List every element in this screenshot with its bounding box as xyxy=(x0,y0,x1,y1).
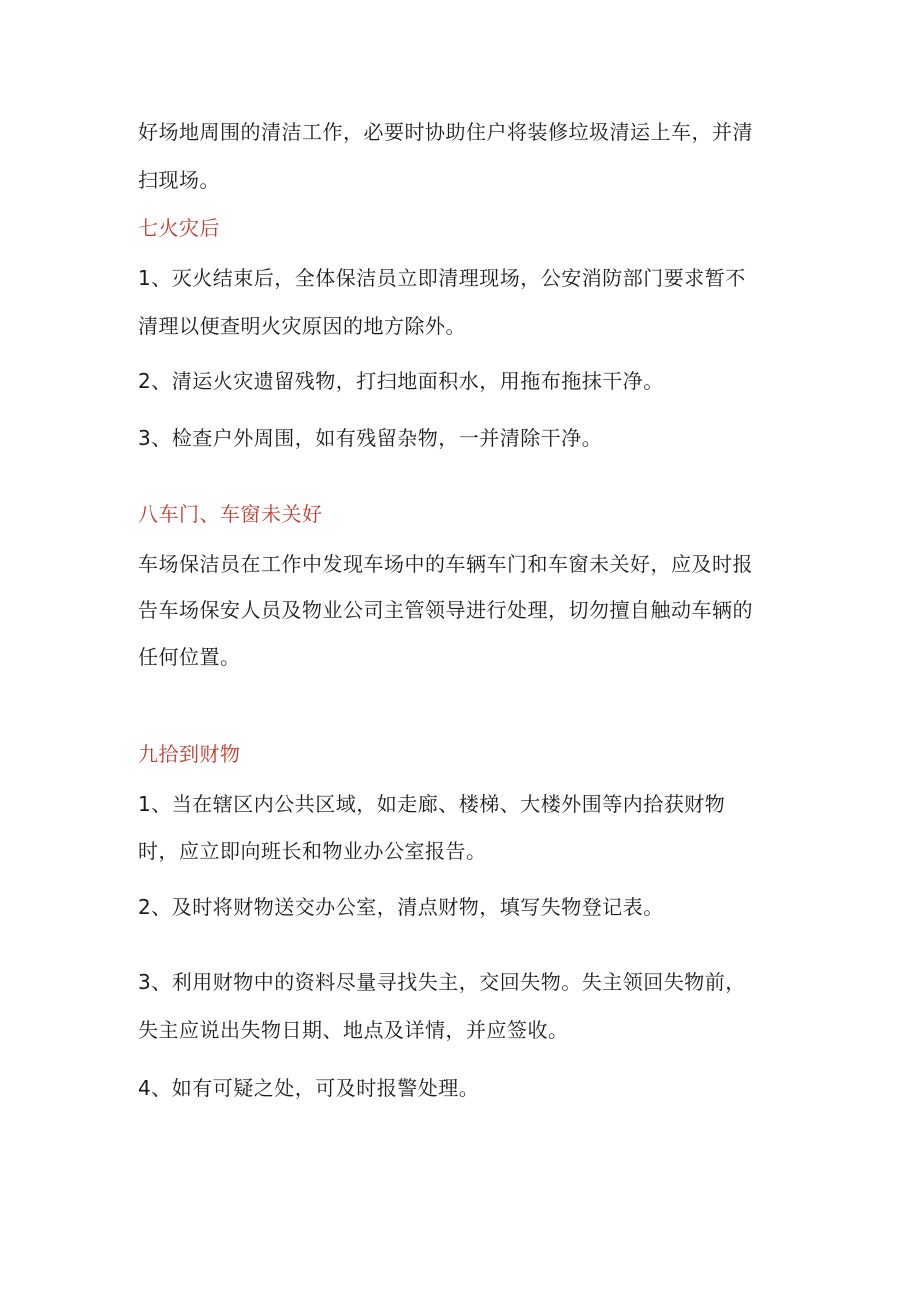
section-7-item-3: 3、检查户外周围，如有残留杂物，一并清除干净。 xyxy=(138,426,603,450)
section-9-item-4: 4、如有可疑之处，可及时报警处理。 xyxy=(138,1076,480,1100)
section-8-paragraph-line-2: 告车场保安人员及物业公司主管领导进行处理，切勿擅自触动车辆的 xyxy=(138,598,753,622)
continuation-line-1: 好场地周围的清洁工作，必要时协助住户将装修垃圾清运上车，并清 xyxy=(138,120,753,144)
section-8-paragraph-line-1: 车场保洁员在工作中发现车场中的车辆车门和车窗未关好，应及时报 xyxy=(138,552,753,576)
section-8-title: 八车门、车窗未关好 xyxy=(138,502,323,526)
section-9-item-1-line-2: 时，应立即向班长和物业办公室报告。 xyxy=(138,839,487,863)
section-9-item-1-line-1: 1、当在辖区内公共区域，如走廊、楼梯、大楼外围等内拾获财物 xyxy=(138,792,726,816)
continuation-line-2: 扫现场。 xyxy=(138,168,220,192)
section-9-item-3-line-2: 失主应说出失物日期、地点及详情，并应签收。 xyxy=(138,1018,569,1042)
section-7-item-2: 2、清运火灾遗留残物，打扫地面积水，用拖布拖抹干净。 xyxy=(138,369,664,393)
section-9-item-2: 2、及时将财物送交办公室，清点财物，填写失物登记表。 xyxy=(138,895,664,919)
section-7-item-1-line-2: 清理以便查明火灾原因的地方除外。 xyxy=(138,314,466,338)
section-7-item-1-line-1: 1、灭火结束后，全体保洁员立即清理现场，公安消防部门要求暂不 xyxy=(138,266,746,290)
section-9-title: 九拾到财物 xyxy=(138,742,241,766)
section-7-title: 七火灾后 xyxy=(138,216,220,240)
section-9-item-3-line-1: 3、利用财物中的资料尽量寻找失主，交回失物。失主领回失物前， xyxy=(138,970,746,994)
section-8-paragraph-line-3: 任何位置。 xyxy=(138,645,241,669)
